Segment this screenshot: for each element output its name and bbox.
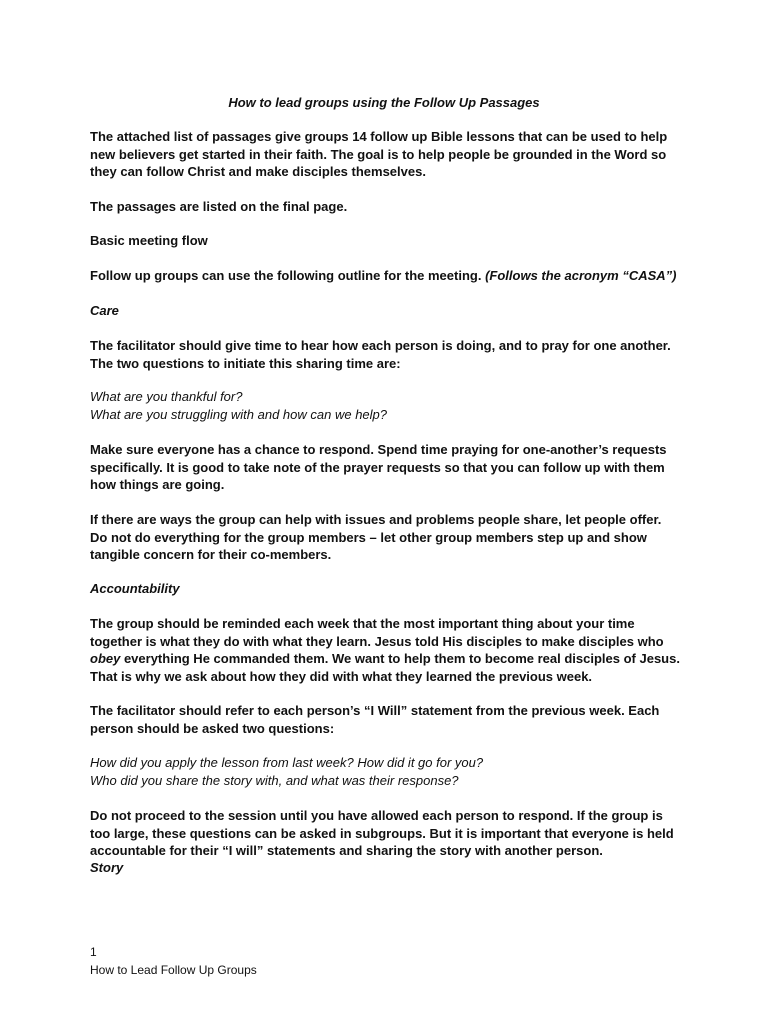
footer-doc-name: How to Lead Follow Up Groups: [90, 963, 257, 977]
accountability-text-start: The group should be reminded each week that the most important thing about your time together is what they do with what they learn. Jesus told His disciples to make disciples who: [90, 616, 664, 649]
care-question-struggling: What are you struggling with and how can we help?: [90, 407, 388, 422]
intro-paragraph: The attached list of passages give groups 14 follow up Bible lessons that can be used to help new believers get started in their faith. The goal is to help people be grounded in the Word so they can follow Christ and make disciples themselves.: [90, 129, 668, 179]
outline-text: Follow up groups can use the following outline for the meeting.: [90, 268, 482, 283]
document-title: How to lead groups using the Follow Up Passages: [228, 95, 540, 110]
proceed-paragraph: Do not proceed to the session until you have allowed each person to respond. If the group is too large, these questions can be asked in subgroups. But it is important that everyone is held accountable for their “I will” statements and sharing the story with another person.: [90, 808, 674, 858]
outline-paragraph: [90, 267, 680, 285]
passages-note: The passages are listed on the final page.: [90, 199, 348, 214]
care-heading: Care: [90, 303, 119, 318]
page-number: 1: [90, 945, 97, 959]
accountability-question-share: Who did you share the story with, and what was their response?: [90, 773, 459, 788]
obey-emphasis: obey: [90, 651, 121, 666]
accountability-question-apply: How did you apply the lesson from last week? How did it go for you?: [90, 755, 484, 770]
care-help-paragraph: If there are ways the group can help with issues and problems people share, let people offer. Do not do everything for the group members – let other group members step up and show tangible concern for their co-members.: [90, 512, 662, 562]
care-question-thankful: What are you thankful for?: [90, 389, 243, 404]
acronym-note: (Follows the acronym “CASA”): [485, 268, 677, 283]
care-response-paragraph: Make sure everyone has a chance to respond. Spend time praying for one-another’s requests specifically. It is good to take note of the prayer requests so that you can follow up with them how things are going.: [90, 442, 667, 492]
basic-meeting-flow-heading: Basic meeting flow: [90, 233, 208, 248]
accountability-text-end: everything He commanded them. We want to help them to become real disciples of Jesus. That is why we ask about how they did with what they learned the previous week.: [90, 651, 680, 684]
accountability-heading: Accountability: [90, 581, 180, 596]
story-heading: Story: [90, 860, 124, 875]
accountability-paragraph: [90, 615, 680, 685]
i-will-paragraph: The facilitator should refer to each person’s “I Will” statement from the previous week. Each person should be asked two questions:: [90, 703, 660, 736]
care-intro-paragraph: The facilitator should give time to hear how each person is doing, and to pray for one another. The two questions to initiate this sharing time are:: [90, 338, 671, 371]
